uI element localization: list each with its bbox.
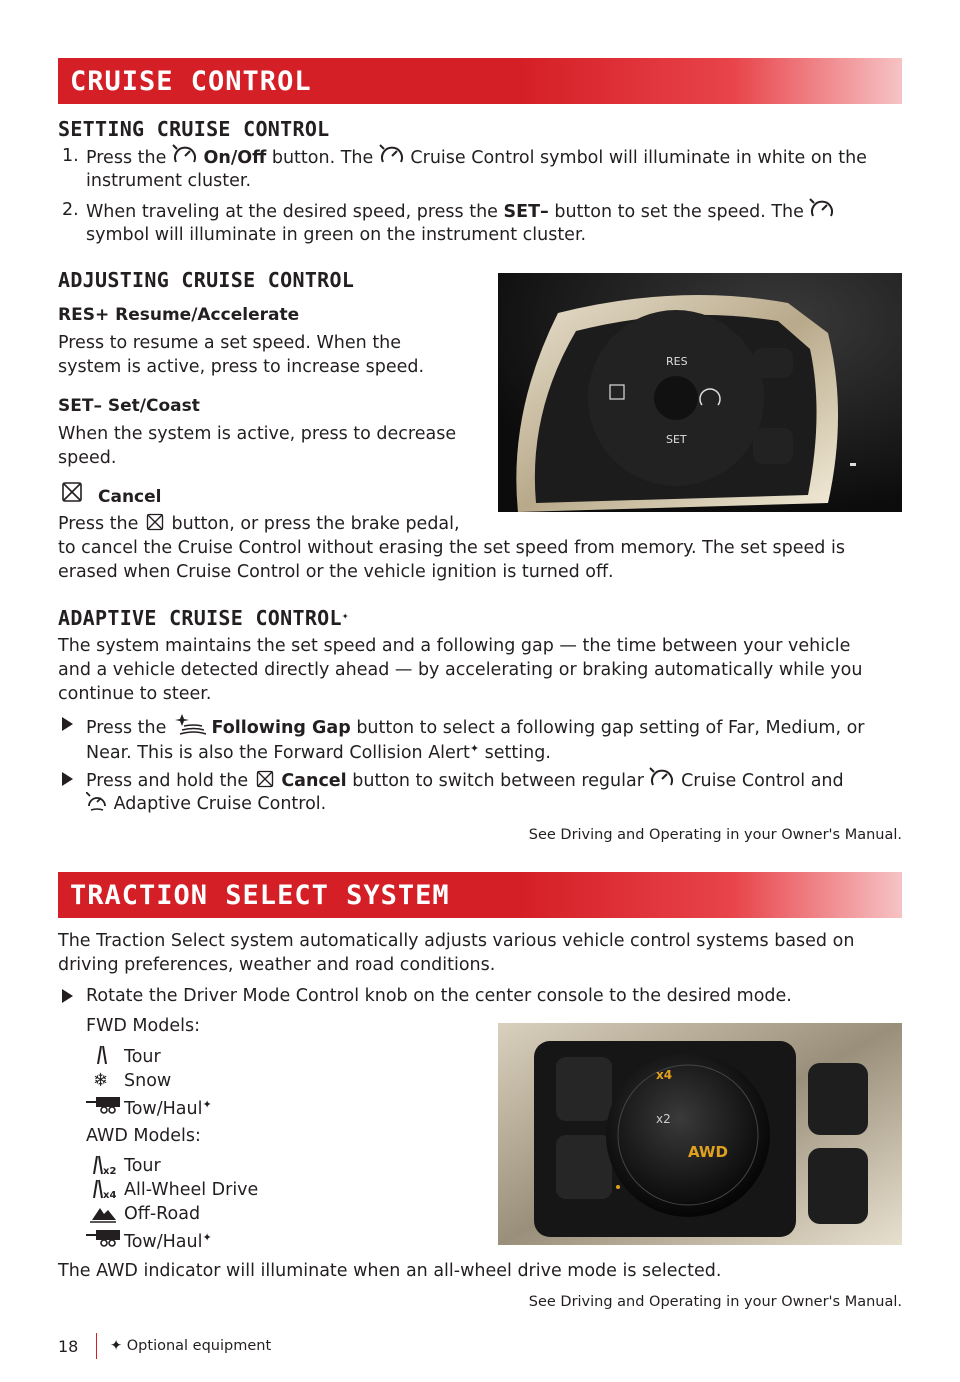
bullet-arrow (62, 772, 73, 786)
cancel-line-3: erased when Cruise Control or the vehicle ignition is turned off. (58, 562, 614, 582)
page-number: 18 (58, 1337, 79, 1356)
step-1-line-2: instrument cluster. (86, 171, 252, 191)
awd-models-title: AWD Models: (86, 1126, 201, 1146)
adaptive-line-3: continue to steer. (58, 684, 212, 704)
fwd-mode-tow-haul: Tow/Haul✦ (124, 1098, 212, 1119)
banner-title: CRUISE CONTROL (70, 66, 312, 97)
bullet-1-line-2: Near. This is also the Forward Collision Alert✦ setting. (86, 742, 551, 763)
svg-text:x4: x4 (103, 1190, 117, 1200)
traction-intro-2: driving preferences, weather and road conditions. (58, 955, 496, 975)
fwd-models-title: FWD Models: (86, 1016, 200, 1036)
cancel-line-2: to cancel the Cruise Control without erasing the set speed from memory. The set speed is (58, 538, 845, 558)
res-title: RES+ Resume/Accelerate (58, 305, 300, 325)
cancel-icon (254, 769, 276, 789)
svg-text:x2: x2 (103, 1166, 117, 1176)
steering-wheel-illustration (498, 273, 902, 512)
cancel-icon (144, 512, 166, 532)
awd-mode-off-road: Off-Road (124, 1204, 201, 1224)
cruise-control-icon (172, 144, 198, 166)
footer-divider (96, 1333, 97, 1359)
adaptive-cruise-title: ADAPTIVE CRUISE CONTROL✦ (58, 606, 349, 630)
adjusting-cruise-title: ADJUSTING CRUISE CONTROL (58, 268, 355, 292)
cruise-control-banner (58, 58, 902, 104)
awd-x4-icon (88, 1178, 118, 1200)
bullet-arrow (62, 717, 73, 731)
optional-marker: ✦ (202, 1231, 212, 1244)
awd-mode-tour: Tour (124, 1156, 161, 1176)
x4-label: x4 (656, 1068, 673, 1082)
x2-label: x2 (656, 1112, 671, 1126)
svg-text:❄: ❄ (93, 1070, 109, 1091)
steering-wheel-controls-photo (498, 273, 902, 512)
following-gap-icon (172, 712, 206, 736)
off-road-icon (88, 1202, 118, 1224)
bullet-1-line-1: Press the Following Gap button to select a following gap setting of Far, Medium, or (86, 712, 864, 740)
tow-haul-icon (86, 1226, 122, 1248)
cancel-title: Cancel (98, 487, 162, 507)
cancel-line-1: Press the button, or press the brake pedal, (58, 514, 460, 534)
see-manual-note: See Driving and Operating in your Owner's Manual. (528, 827, 902, 843)
optional-marker: ✦ (341, 609, 349, 622)
optional-marker: ✦ (110, 1338, 123, 1354)
set-text-1: When the system is active, press to decrease (58, 424, 457, 444)
res-text-1: Press to resume a set speed. When the (58, 333, 402, 353)
cruise-control-icon (809, 198, 835, 220)
console-illustration (498, 1023, 902, 1245)
bullet-arrow (62, 989, 73, 1003)
setting-cruise-title: SETTING CRUISE CONTROL (58, 117, 330, 141)
awd-indicator-note: The AWD indicator will illuminate when an all-wheel drive mode is selected. (58, 1261, 722, 1281)
bullet-2-line-2: Adaptive Cruise Control. (86, 792, 326, 816)
cruise-control-icon (379, 144, 405, 166)
res-label: RES (666, 355, 688, 368)
see-manual-note: See Driving and Operating in your Owner's Manual. (528, 1294, 902, 1310)
cruise-control-icon (649, 767, 675, 789)
snow-icon (90, 1069, 114, 1091)
awd-mode-tow-haul: Tow/Haul✦ (124, 1231, 212, 1252)
driver-mode-knob-photo (498, 1023, 902, 1245)
step-2-line-1: When traveling at the desired speed, press the SET– button to set the speed. The (86, 198, 835, 224)
adaptive-cruise-icon (86, 792, 108, 812)
step-2-line-2: symbol will illuminate in green on the instrument cluster. (86, 225, 587, 245)
traction-bullet: Rotate the Driver Mode Control knob on the center console to the desired mode. (86, 986, 792, 1006)
awd-label: AWD (688, 1143, 728, 1161)
optional-marker: ✦ (202, 1098, 212, 1111)
fwd-mode-tour: Tour (124, 1047, 161, 1067)
traction-intro-1: The Traction Select system automatically adjusts various vehicle control systems based on (58, 931, 855, 951)
banner-title: TRACTION SELECT SYSTEM (70, 880, 450, 911)
tour-x2-icon (88, 1154, 118, 1176)
tour-icon (90, 1044, 114, 1066)
set-label: SET (666, 433, 687, 446)
adaptive-line-1: The system maintains the set speed and a following gap — the time between your vehicle (58, 636, 851, 656)
traction-select-banner (58, 872, 902, 918)
bullet-2-line-1: Press and hold the Cancel button to switch between regular Cruise Control and (86, 767, 844, 793)
step-1-line-1: Press the On/Off button. The Cruise Control symbol will illuminate in white on the (86, 144, 867, 170)
res-text-2: system is active, press to increase speed. (58, 357, 425, 377)
adaptive-line-2: and a vehicle detected directly ahead — by accelerating or braking automatically while you (58, 660, 863, 680)
fwd-mode-snow: Snow (124, 1071, 172, 1091)
set-title: SET– Set/Coast (58, 396, 200, 416)
step-number: 2. (62, 200, 79, 220)
awd-mode-all-wheel: All-Wheel Drive (124, 1180, 259, 1200)
optional-equipment-footnote: ✦ Optional equipment (110, 1338, 272, 1354)
optional-marker: ✦ (469, 742, 480, 755)
step-number: 1. (62, 146, 79, 166)
set-text-2: speed. (58, 448, 117, 468)
tow-haul-icon (86, 1093, 122, 1115)
cancel-icon (60, 480, 84, 504)
